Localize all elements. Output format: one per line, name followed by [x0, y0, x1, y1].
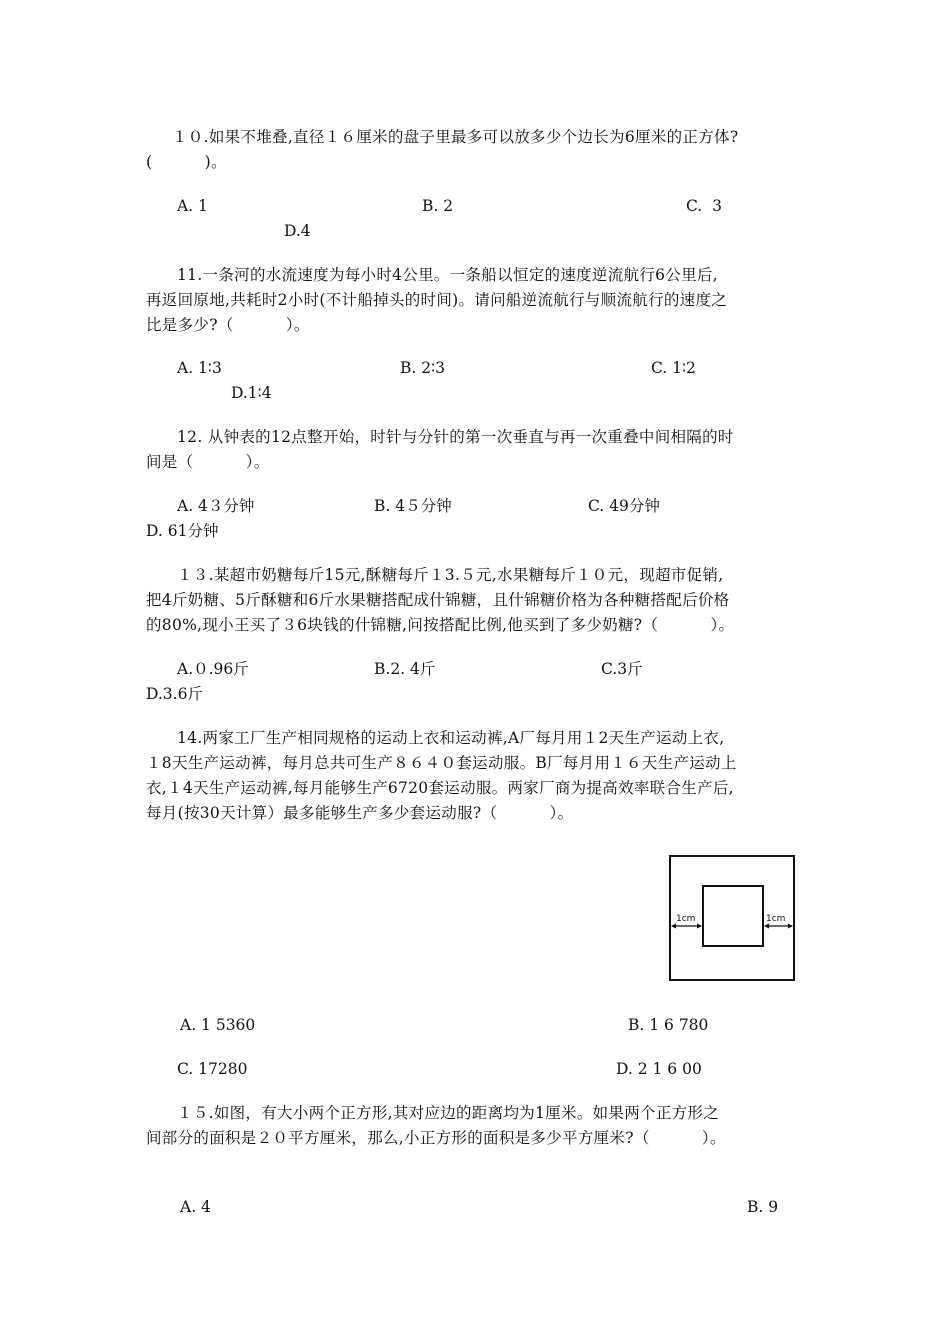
q14-line1: 14.两家工厂生产相同规格的运动上衣和运动裤,A厂每月用１2天生产运动上衣,: [177, 729, 725, 747]
q11-line1: 11.一条河的水流速度为每小时4公里。一条船以恒定的速度逆流航行6公里后,: [177, 266, 718, 284]
q14-line2: １8天生产运动裤，每月总共可生产８６４０套运动服。B厂每月用１６天生产运动上: [146, 754, 737, 772]
q11-option-c: C. 1∶2: [651, 359, 696, 377]
q13-line1: １３.某超市奶糖每斤15元,酥糖每斤１3.５元,水果糖每斤１０元，现超市促销,: [177, 566, 724, 584]
q14-option-c: C. 17280: [177, 1060, 248, 1078]
q15-option-b: B. 9: [747, 1198, 779, 1216]
q12-option-b: B. 4５分钟: [374, 497, 452, 515]
q10-option-a: A. 1: [177, 197, 208, 215]
right-distance-label: 1cm: [766, 914, 786, 924]
q10-line2: ( )。: [146, 153, 227, 171]
q10-option-b: B. 2: [422, 197, 454, 215]
q15-option-a: A. 4: [180, 1198, 211, 1216]
q15-line2: 间部分的面积是２０平方厘米，那么,小正方形的面积是多少平方厘米?（ ）。: [146, 1129, 726, 1147]
q13-line2: 把4斤奶糖、5斤酥糖和6斤水果糖搭配成什锦糖，且什锦糖价格为各种糖搭配后价格: [146, 591, 730, 609]
q12-line2: 间是（ ）。: [146, 453, 270, 471]
q12-option-d: D. 61分钟: [146, 522, 219, 540]
q11-option-b: B. 2∶3: [400, 359, 446, 377]
q14-option-a: A. 1 5360: [180, 1016, 256, 1034]
q12-option-c: C. 49分钟: [588, 497, 660, 515]
q10-line1: １０.如果不堆叠,直径１６厘米的盘子里最多可以放多少个边长为6厘米的正方体?: [172, 128, 739, 146]
q11-option-d: D.1∶4: [231, 384, 272, 402]
q13-option-a: A.０.96斤: [177, 660, 249, 678]
left-distance-label: 1cm: [676, 914, 696, 924]
q14-line3: 衣,１4天生产运动裤,每月能够生产6720套运动服。两家厂商为提高效率联合生产后,: [146, 779, 734, 797]
q10-option-c: C. 3: [686, 197, 722, 215]
q14-option-d: D. 2 1 6 00: [616, 1060, 702, 1078]
q13-option-b: B.2. 4斤: [374, 660, 436, 678]
q10-option-d: D.4: [284, 222, 311, 240]
q13-option-c: C.3斤: [601, 660, 643, 678]
q13-option-d: D.3.6斤: [146, 685, 203, 703]
q14-line4: 每月(按30天计算）最多能够生产多少套运动服?（ ）。: [146, 804, 574, 822]
nested-squares-figure: [669, 855, 795, 981]
q11-line3: 比是多少?（ ）。: [146, 316, 310, 334]
q11-line2: 再返回原地,共耗时2小时(不计船掉头的时间)。请问船逆流航行与顺流航行的速度之: [146, 291, 728, 309]
q12-option-a: A. 4３分钟: [177, 497, 255, 515]
q12-line1: 12. 从钟表的12点整开始，时针与分针的第一次垂直与再一次重叠中间相隔的时: [177, 428, 734, 446]
q14-option-b: B. 1 6 780: [628, 1016, 709, 1034]
inner-square: [703, 886, 763, 946]
q15-line1: １５.如图，有大小两个正方形,其对应边的距离均为1厘米。如果两个正方形之: [177, 1104, 720, 1122]
q11-option-a: A. 1∶3: [177, 359, 222, 377]
q13-line3: 的80%,现小王买了３6块钱的什锦糖,问按搭配比例,他买到了多少奶糖?（ ）。: [146, 616, 735, 634]
